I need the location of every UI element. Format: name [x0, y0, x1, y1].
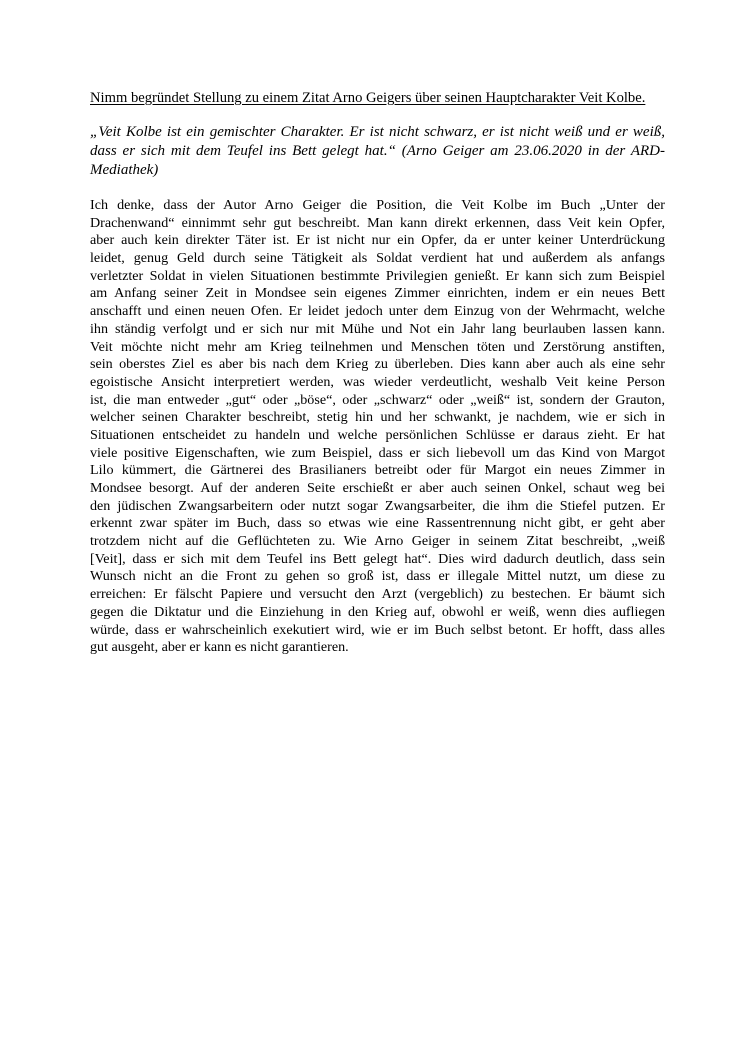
- body-line: würde, dass er wahrscheinlich exekutiert wird, wie er im Buch selbst betont. Er hofft, dass alles: [90, 621, 665, 638]
- body-line: aber auch kein direkter Täter ist. Er ist nicht nur ein Opfer, da er unter keiner Unterdrückung: [90, 232, 665, 249]
- body-line: welcher seinen Charakter beschreibt, stetig hin und her schwankt, je nachdem, wie er sich in: [90, 409, 665, 426]
- body-line: Lilo kümmert, die Gärtnerei des Brasilianers betreibt oder für Margot ein neues Zimmer in: [90, 462, 665, 479]
- body-line: viele positive Eigenschaften, wie zum Beispiel, dass er sich liebevoll um das Kind von Margot: [90, 444, 665, 461]
- body-line: [Veit], dass er sich mit dem Teufel ins Bett gelegt hat“. Dies wird dadurch deutlich, dass sein: [90, 550, 665, 567]
- body-line: gegen die Diktatur und die Einziehung in den Krieg auf, obwohl er weiß, wenn dies aufliegen: [90, 603, 665, 620]
- quote-block: [90, 123, 665, 180]
- body-line: Ich denke, dass der Autor Arno Geiger die Position, die Veit Kolbe im Buch „Unter der: [90, 197, 665, 213]
- body-line: sein oberstes Ziel es aber bis nach dem Krieg zu überleben. Dies kann aber auch als eine sehr: [90, 356, 665, 373]
- body-line: anschafft und einen neuen Ofen. Er leidet jedoch unter dem Einzug von der Wehrmacht, welche: [90, 303, 665, 320]
- page-title: Nimm begründet Stellung zu einem Zitat Arno Geigers über seinen Hauptcharakter Veit Kolbe.: [90, 90, 646, 106]
- body-line: den jüdischen Zwangsarbeitern oder nutzt sogar Zwangsarbeiter, die ihm die Stiefel putzen. Er: [90, 497, 665, 514]
- body-paragraph: [90, 197, 665, 657]
- body-line: erreichen: Er fälscht Papiere und versucht den Arzt (vergeblich) zu bestechen. Er bäumt sich: [90, 586, 665, 603]
- body-line: ist, die man entweder „gut“ oder „böse“, oder „schwarz“ oder „weiß“ ist, sondern der Grauton,: [90, 391, 665, 408]
- body-line: Drachenwand“ einnimmt sehr gut beschreibt. Man kann direkt erkennen, dass Veit kein Opfer,: [90, 214, 665, 231]
- body-line: ihn ständig verfolgt und er sich nur mit Mühe und Not ein Jahr lang beurlauben lassen kann.: [90, 320, 665, 337]
- body-line: gut ausgeht, aber er kann es nicht garantieren.: [90, 639, 349, 656]
- body-line: Mondsee besorgt. Auf der anderen Seite erschießt er aber auch seinen Onkel, schaut weg bei: [90, 480, 665, 496]
- body-line: egoistische Ansicht interpretiert werden, was wieder verdeutlicht, weshalb Veit keine Person: [90, 373, 665, 390]
- body-line: erkennt zwar später im Buch, dass so etwas wie eine Rassentrennung nicht gibt, er geht aber: [90, 515, 665, 532]
- body-line: Situationen entscheidet zu handeln und welche persönlichen Schlüsse er daraus zieht. Er hat: [90, 426, 665, 443]
- quote-line: „Veit Kolbe ist ein gemischter Charakter. Er ist nicht schwarz, er ist nicht weiß und er weiß,: [90, 124, 665, 140]
- body-line: trotzdem nicht auf die Geflüchteten zu. Wie Arno Geiger in seinem Zitat beschreibt, „weiß: [90, 533, 665, 550]
- body-line: verletzter Soldat in vielen Situationen bestimmte Privilegien genießt. Er kann sich zum Beispiel: [90, 267, 665, 284]
- body-line: Veit möchte nicht mehr am Krieg teilnehmen und Menschen töten und Zerstörung anstiften,: [90, 338, 665, 355]
- body-line: leidet, genug Geld durch seine Tätigkeit als Soldat verdient hat und außerdem als anfangs: [90, 250, 665, 267]
- body-line: Wunsch nicht an die Front zu gehen so groß ist, dass er illegale Mittel nutzt, um diese zu: [90, 568, 665, 585]
- quote-line: dass er sich mit dem Teufel ins Bett gelegt hat.“ (Arno Geiger am 23.06.2020 in der ARD-: [90, 143, 665, 159]
- body-line: am Anfang seiner Zeit in Mondsee sein eigenes Zimmer einrichten, indem er ein neues Bett: [90, 285, 665, 302]
- quote-line: Mediathek): [90, 162, 159, 178]
